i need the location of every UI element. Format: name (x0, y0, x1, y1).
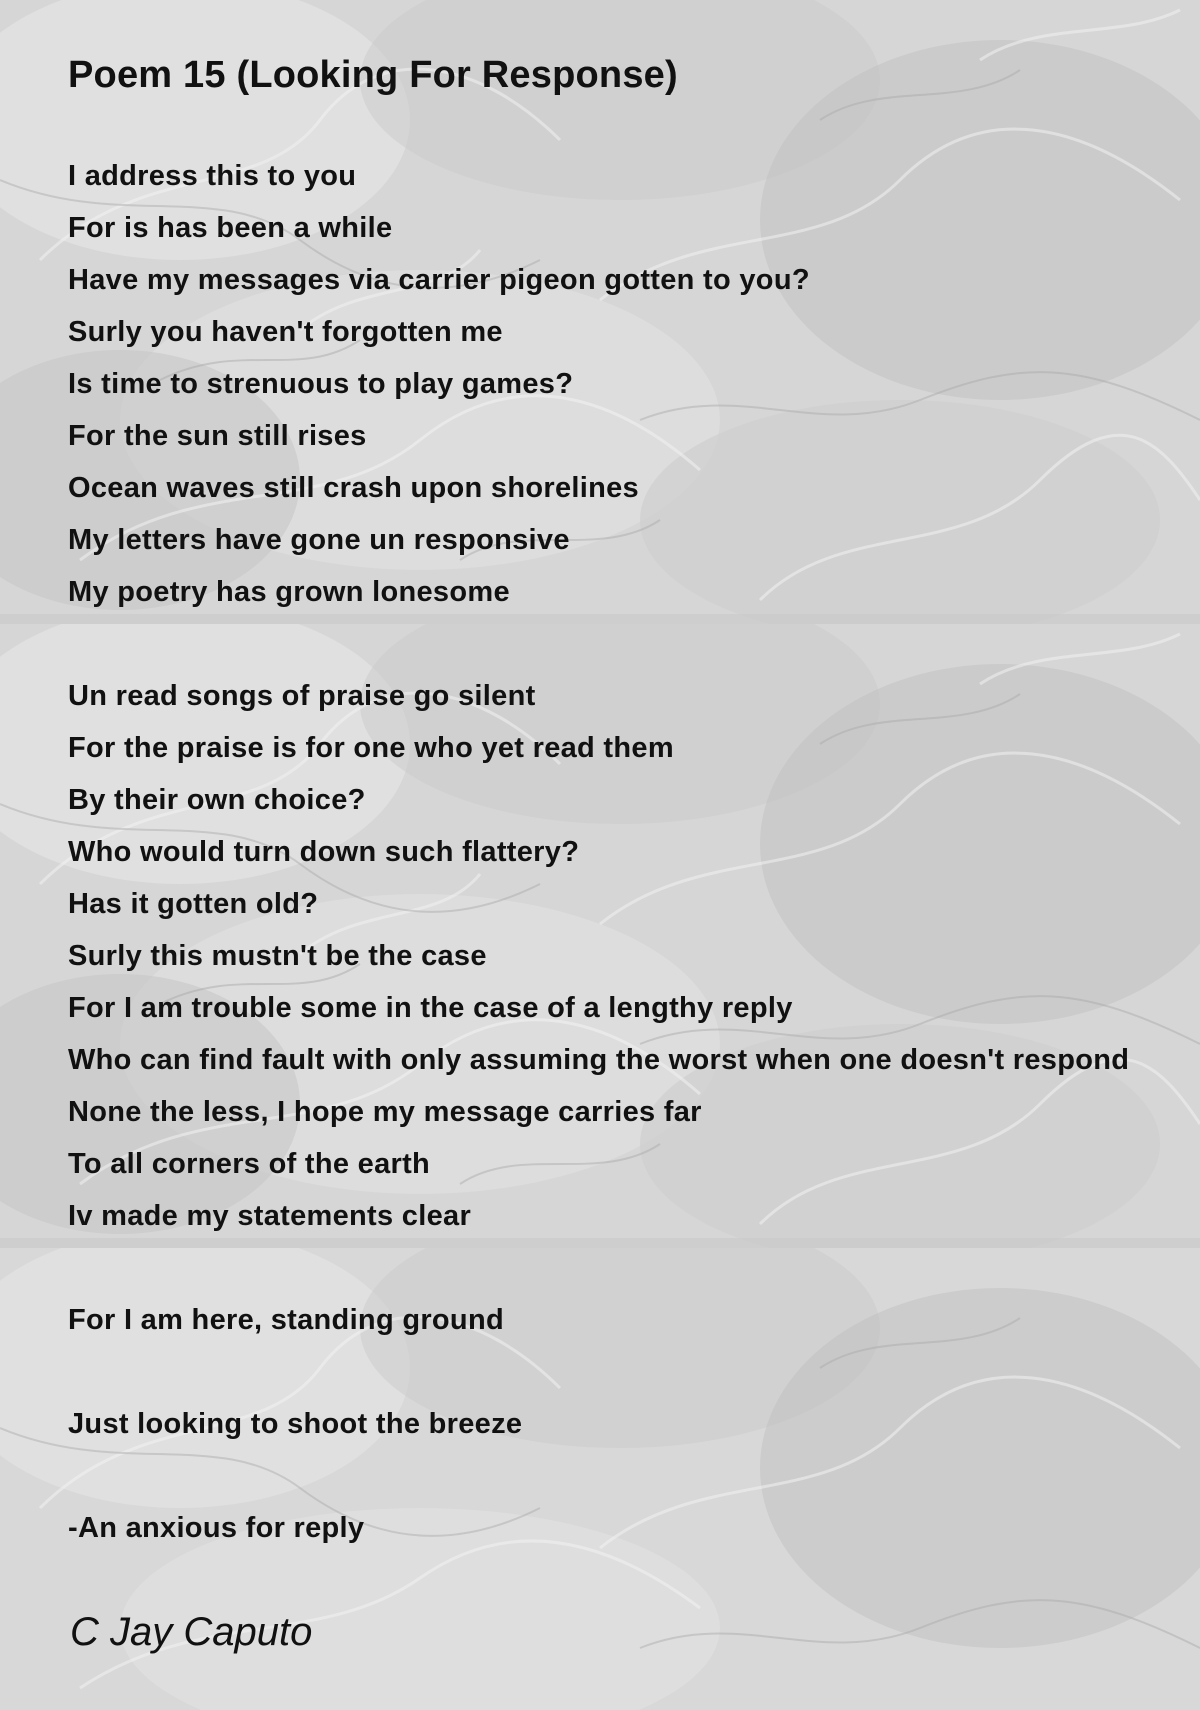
poem-content (68, 0, 1200, 1710)
poem-line: Iv made my statements clear (68, 1200, 472, 1232)
poem-line: Is time to strenuous to play games? (68, 368, 574, 400)
poem-line: For I am here, standing ground (68, 1304, 504, 1336)
poem-line: Who would turn down such flattery? (68, 836, 580, 868)
poem-line: Surly this mustn't be the case (68, 940, 487, 972)
poem-line: For I am trouble some in the case of a lengthy reply (68, 992, 793, 1024)
poem-line: For the praise is for one who yet read them (68, 732, 674, 764)
poem-title: Poem 15 (Looking For Response) (68, 54, 678, 96)
poem-line: Has it gotten old? (68, 888, 319, 920)
poem-line: None the less, I hope my message carries far (68, 1096, 702, 1128)
poem-line: Have my messages via carrier pigeon gotten to you? (68, 264, 810, 296)
stanza-1 (68, 150, 810, 618)
poem-line: My poetry has grown lonesome (68, 576, 510, 608)
poem-line: For the sun still rises (68, 420, 367, 452)
stanza-3 (68, 1294, 504, 1346)
poem-line: I address this to you (68, 160, 357, 192)
poem-line: Un read songs of praise go silent (68, 680, 536, 712)
poem-line: For is has been a while (68, 212, 393, 244)
poem-line: By their own choice? (68, 784, 366, 816)
poem-line: Just looking to shoot the breeze (68, 1408, 523, 1440)
poem-line: -An anxious for reply (68, 1512, 365, 1544)
poem-line: Ocean waves still crash upon shorelines (68, 472, 639, 504)
poem-line: Surly you haven't forgotten me (68, 316, 503, 348)
poem-author: C Jay Caputo (70, 1610, 313, 1654)
poem-line: To all corners of the earth (68, 1148, 431, 1180)
poem-line: Who can find fault with only assuming the worst when one doesn't respond (68, 1044, 1130, 1076)
stanza-4 (68, 1398, 522, 1450)
stanza-5 (68, 1502, 364, 1554)
stanza-2 (68, 670, 1129, 1242)
poem-line: My letters have gone un responsive (68, 524, 570, 556)
